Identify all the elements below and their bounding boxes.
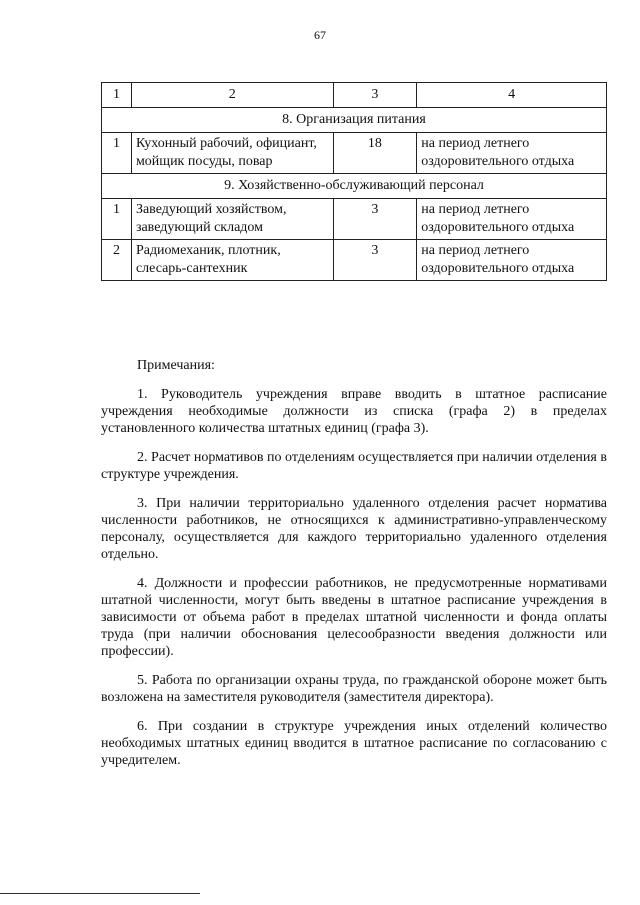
- table-row: [102, 240, 607, 281]
- note-paragraph: 1. Руководитель учреждения вправе вводить в штатное расписание учреждения необходимые должности из списка (графа 2) в пределах установленного количества штатных единиц (графа 3).: [101, 387, 607, 436]
- table-header-row: [102, 83, 607, 108]
- count-cell: 18: [333, 133, 417, 174]
- row-number: 1: [102, 133, 132, 174]
- row-number: 2: [102, 240, 132, 281]
- column-header-1: 1: [102, 83, 132, 108]
- notes-title: Примечания:: [137, 358, 215, 373]
- note-cell: на период летнего оздоровительного отдыха: [417, 133, 607, 174]
- page-number: 67: [314, 28, 326, 42]
- note-cell: на период летнего оздоровительного отдыха: [417, 199, 607, 240]
- note-paragraph: 4. Должности и профессии работников, не предусмотренные нормативами штатной численности, могут быть введены в штатное расписание учреждения в зависимости от объема работ в пределах штатной численности и фонда оплаты труда (при наличии обоснования целесообразности введения должности или профессии).: [101, 576, 607, 659]
- position-cell: Заведующий хозяйством, заведующий складом: [131, 199, 333, 240]
- table-row: [102, 133, 607, 174]
- count-cell: 3: [333, 199, 417, 240]
- staffing-table: [101, 82, 607, 281]
- note-paragraph: 6. При создании в структуре учреждения иных отделений количество необходимых штатных единиц вводится в штатное расписание по согласованию с учредителем.: [101, 719, 607, 768]
- section-title: 8. Организация питания: [102, 108, 607, 133]
- section-row: [102, 174, 607, 199]
- table-row: [102, 199, 607, 240]
- position-cell: Радиомеханик, плотник, слесарь-сантехник: [131, 240, 333, 281]
- column-header-4: 4: [417, 83, 607, 108]
- notes-section: [101, 357, 607, 781]
- note-paragraph: 2. Расчет нормативов по отделениям осуществляется при наличии отделения в структуре учреждения.: [101, 450, 607, 482]
- position-cell: Кухонный рабочий, официант, мойщик посуды, повар: [131, 133, 333, 174]
- row-number: 1: [102, 199, 132, 240]
- count-cell: 3: [333, 240, 417, 281]
- column-header-3: 3: [333, 83, 417, 108]
- footer-divider: [0, 893, 200, 894]
- column-header-2: 2: [131, 83, 333, 108]
- section-title: 9. Хозяйственно-обслуживающий персонал: [102, 174, 607, 199]
- note-paragraph: 3. При наличии территориально удаленного отделения расчет норматива численности работников, не относящихся к административно-управленческому персоналу, осуществляется для каждого территориально удаленного отделения отдельно.: [101, 496, 607, 562]
- note-paragraph: 5. Работа по организации охраны труда, по гражданской обороне может быть возложена на заместителя руководителя (заместителя директора).: [101, 673, 607, 705]
- note-cell: на период летнего оздоровительного отдыха: [417, 240, 607, 281]
- section-row: [102, 108, 607, 133]
